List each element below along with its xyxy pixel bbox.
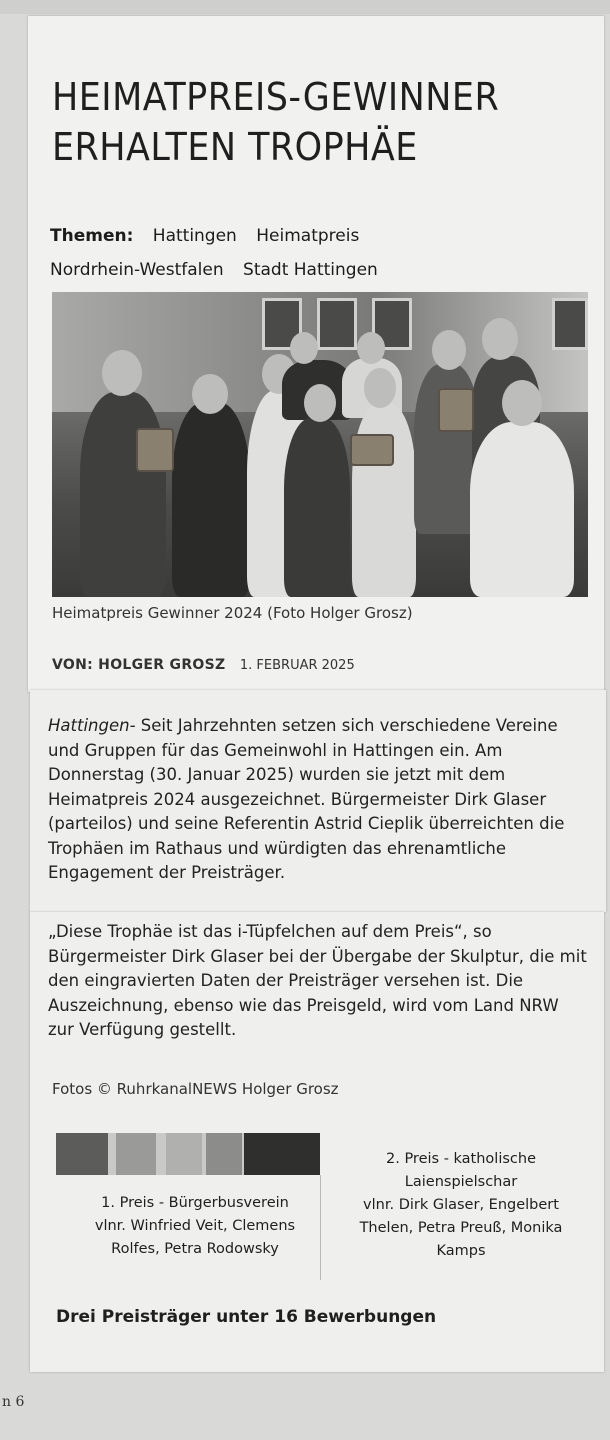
column-divider xyxy=(320,1175,321,1280)
photo-head xyxy=(364,368,396,408)
photo-credit: Fotos © RuhrkanalNEWS Holger Grosz xyxy=(52,1080,339,1098)
theme-tag-hattingen[interactable]: Hattingen xyxy=(152,226,237,246)
prize-2-line: Kamps xyxy=(436,1243,486,1259)
prize-2-line: 2. Preis - katholische xyxy=(386,1151,536,1167)
prize-1-caption xyxy=(80,1192,310,1261)
trophy-plaque xyxy=(350,434,394,466)
photo-head xyxy=(357,332,385,364)
thumb-photo xyxy=(56,1133,108,1175)
photo-person xyxy=(352,404,416,597)
byline-author: VON: HOLGER GROSZ xyxy=(52,657,226,673)
article-paragraph-1 xyxy=(48,714,588,886)
article-paragraph-2: „Diese Trophäe ist das i-Tüpfelchen auf dem Preis“, so Bürgermeister Dirk Glaser bei der Übergabe der Skulptur, die mit den eingravierten Daten der Preisträger versehen ist. Die Auszeichnung, ebenso wie das Preisgeld, wird vom Land NRW zur Verfügung gestellt. xyxy=(48,922,587,1039)
headline-line-2: ERHALTEN TROPHÄE xyxy=(52,125,418,169)
article-headline xyxy=(52,72,549,172)
thumb-photo xyxy=(244,1133,320,1175)
prize-1-line: Rolfes, Petra Rodowsky xyxy=(111,1241,279,1257)
prize-1-line: vlnr. Winfried Veit, Clemens xyxy=(94,1218,296,1234)
photo-person xyxy=(172,402,250,597)
page-reference: n 6 xyxy=(2,1394,25,1410)
thumb-photo xyxy=(166,1133,202,1175)
photo-head xyxy=(482,318,518,360)
trophy-plaque xyxy=(136,428,174,472)
prize-1-line: 1. Preis - Bürgerbusverein xyxy=(101,1195,289,1211)
photo-person xyxy=(80,392,166,597)
photo-window xyxy=(552,298,588,350)
prize-2-caption xyxy=(336,1148,586,1263)
photo-head xyxy=(304,384,336,422)
photo-window xyxy=(317,298,357,350)
prize-2-line: vlnr. Dirk Glaser, Engelbert xyxy=(363,1197,559,1213)
prize-2-line: Thelen, Petra Preuß, Monika xyxy=(359,1220,563,1236)
section-subheading: Drei Preisträger unter 16 Bewerbungen xyxy=(56,1307,437,1327)
dateline-place: Hattingen- xyxy=(48,716,136,735)
theme-tag-stadt-hattingen[interactable]: Stadt Hattingen xyxy=(243,260,378,280)
byline xyxy=(52,657,355,673)
theme-tag-heimatpreis[interactable]: Heimatpreis xyxy=(256,226,360,246)
themes-list xyxy=(50,219,590,287)
thumb-photo xyxy=(116,1133,156,1175)
prize-2-line: Laienspielschar xyxy=(404,1174,518,1190)
paragraph-1-text: Seit Jahrzehnten setzen sich verschiedene Vereine und Gruppen für das Gemeinwohl in Hattingen ein. Am Donnerstag (30. Januar 2025) wurden sie jetzt mit dem Heimatpreis 2024 ausgezeichnet. Bürgermeister Dirk Glaser (parteilos) und seine Referentin Astrid Cieplik überreichten die Trophäen im Rathaus und würdigten das ehrenamtliche Engagement der Preisträger. xyxy=(48,716,565,882)
thumb-photo xyxy=(206,1133,242,1175)
prize-photos-strip xyxy=(56,1133,320,1175)
theme-tag-nrw[interactable]: Nordrhein-Westfalen xyxy=(50,260,224,280)
group-photo xyxy=(52,292,588,597)
headline-line-1: HEIMATPREIS-GEWINNER xyxy=(52,75,500,119)
photo-person xyxy=(284,418,350,597)
photo-head xyxy=(192,374,228,414)
photo-caption: Heimatpreis Gewinner 2024 (Foto Holger Grosz) xyxy=(52,604,413,622)
themes-label: Themen: xyxy=(50,226,134,246)
trophy-plaque xyxy=(438,388,474,432)
photo-head xyxy=(290,332,318,364)
photo-head xyxy=(102,350,142,396)
photo-head xyxy=(502,380,542,426)
scan-background xyxy=(0,0,610,14)
photo-person xyxy=(470,422,574,597)
photo-head xyxy=(432,330,466,370)
byline-date: 1. FEBRUAR 2025 xyxy=(239,658,355,673)
